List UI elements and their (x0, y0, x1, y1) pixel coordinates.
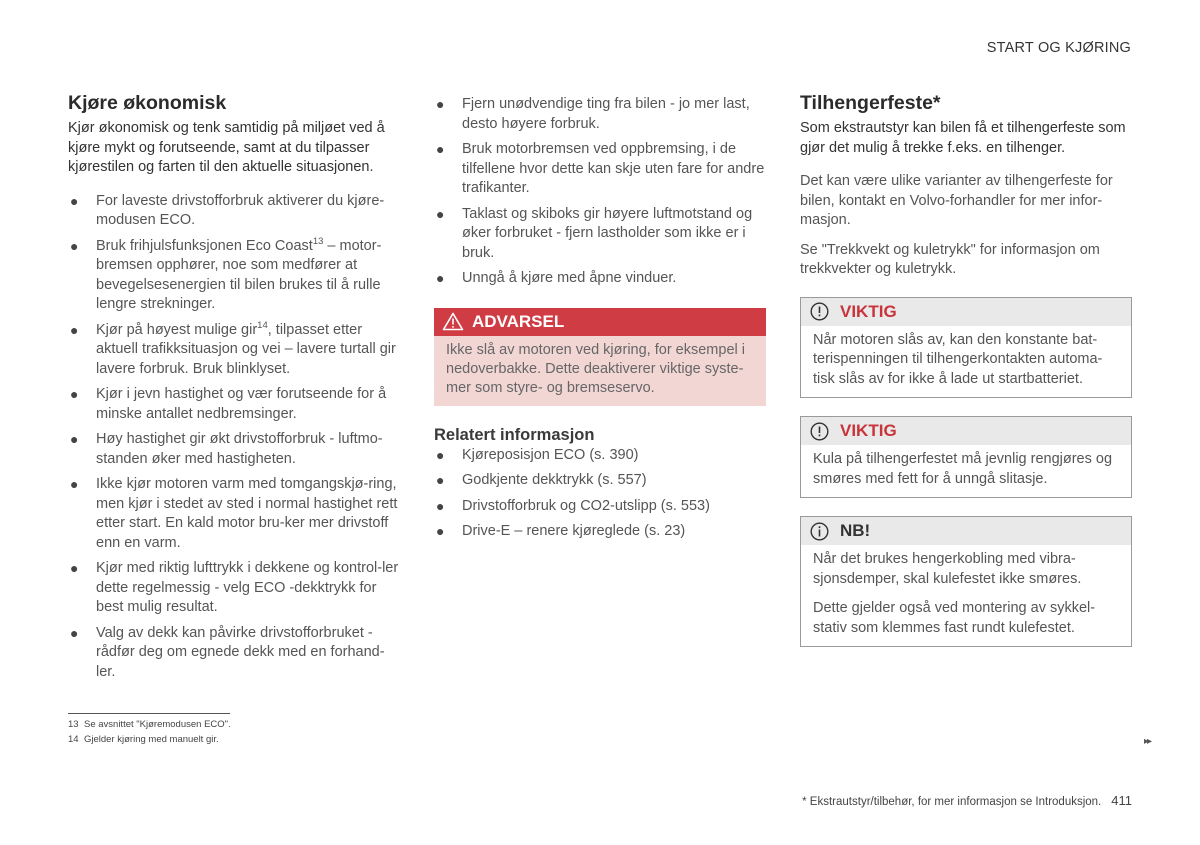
info-text: Når det brukes hengerkobling med vibra-sjonsdemper, skal kulefestet ikke smøres. Dette gjelder også ved montering av sykkel-stativ som klemmes fast rundt kulefestet. (813, 551, 1096, 636)
warning-header (434, 308, 766, 336)
list-item: ● Kjør på høyest mulige gir$^{14}$, tilpasset etter aktuell trafikksituasjon og vei – lavere turtall gir lavere forbruk. Bruk blinklyset. (70, 319, 396, 377)
related-link[interactable]: ● Godkjente dekktrykk (s. 557) (434, 471, 766, 491)
bullet-icon: ● (70, 237, 79, 254)
intro-text: Som ekstrautstyr kan bilen få et tilhengerfeste som gjør det mulig å trekke f.eks. en tilhenger. (800, 120, 1126, 156)
footnote: 14 Gjelder kjøring med manuelt gir. (68, 734, 219, 745)
warning-triangle-icon (442, 312, 464, 331)
intro-text: Kjør økonomisk og tenk samtidig på miljøet ved å kjøre mykt og forutseende, samt at du tilpasser kjørestilen og farten til den aktuelle situasjonen. (68, 120, 385, 175)
important-box (800, 416, 1132, 498)
list-item: ● Kjør i jevn hastighet og vær forutseende for å minske antallet nedbremsinger. (70, 386, 387, 422)
section-header: START OG KJØRING (986, 40, 1131, 56)
bullet-icon: ● (70, 624, 79, 641)
exclamation-circle-icon (810, 302, 829, 321)
bullet-icon: ● (70, 192, 79, 209)
warning-text: Ikke slå av motoren ved kjøring, for eksempel i nedoverbakke. Dette deaktiverer viktige syste-mer som styre- og bremseservo. (434, 336, 766, 406)
list-item: ● Valg av dekk kan påvirke drivstofforbruket - rådfør deg om egnede dekk med en forhand-ler. (70, 624, 385, 680)
column-economic-driving (68, 92, 402, 688)
info-box (800, 516, 1132, 647)
list-item: ● Kjør med riktig lufttrykk i dekkene og kontrol-ler dette regelmessig - velg ECO -dekktrykk for best mulig resultat. (70, 560, 399, 615)
bullet-icon: ● (436, 270, 445, 286)
bullet-icon: ● (70, 560, 79, 576)
footnote-ref: 13 (312, 235, 324, 247)
important-header (801, 298, 1131, 326)
bullet-icon: ● (436, 523, 445, 539)
important-header (801, 417, 1131, 445)
important-label: VIKTIG (840, 421, 897, 440)
list-item: ● Bruk frihjulsfunksjonen Eco Coast$^{13}$ – motor-bremsen opphører, noe som medfører at bevegelsesenergien til bilen brukes til å rulle lengre strekninger. (70, 235, 382, 312)
list-item: ● Bruk motorbremsen ved oppbremsing, i de tilfellene hvor dette kan skje uten fare for andre trafikanter. (436, 141, 765, 196)
list-item: ● Unngå å kjøre med åpne vinduer. (434, 269, 766, 289)
important-box (800, 297, 1132, 399)
bullet-icon: ● (70, 431, 79, 447)
important-text: Kula på tilhengerfestet må jevnlig rengjøres og smøres med fett for å unngå slitasje. (813, 451, 1113, 487)
footnote-divider (68, 713, 230, 714)
page-footer (802, 793, 1132, 808)
paragraph: Det kan være ulike varianter av tilhengerfeste for bilen, kontakt en Volvo-forhandler for mer infor-masjon. (800, 173, 1113, 228)
list-item: ● Høy hastighet gir økt drivstofforbruk - luftmo-standen øker med hastigheten. (70, 431, 383, 467)
info-label: NB! (840, 521, 871, 540)
list-item: ● For laveste drivstofforbruk aktiverer du kjøre-modusen ECO. (70, 192, 385, 228)
bullet-icon: ● (436, 205, 445, 222)
paragraph: Se "Trekkvekt og kuletrykk" for informasjon om trekkvekter og kuletrykk. (800, 241, 1100, 277)
related-link[interactable]: ● Drive-E – renere kjøreglede (s. 23) (434, 522, 766, 542)
important-text: Når motoren slås av, kan den konstante bat-terispenningen til tilhengerkontakten automa-tisk slås av for ikke å lade ut startbatteriet. (813, 331, 1103, 387)
footer-note: * Ekstrautstyr/tilbehør, for mer informasjon se Introduksjon. (802, 796, 1102, 808)
info-circle-icon (810, 522, 829, 541)
bullet-icon: ● (436, 96, 445, 112)
info-header (801, 517, 1131, 545)
warning-box (434, 308, 766, 406)
tips-list (68, 192, 402, 683)
bullet-icon: ● (70, 386, 79, 402)
related-list (434, 446, 766, 542)
related-title: Relatert informasjon (434, 425, 595, 444)
section-title: Kjøre økonomisk (68, 92, 227, 114)
bullet-icon: ● (436, 497, 445, 514)
footnote: 13 Se avsnittet "Kjøremodusen ECO". (68, 719, 231, 730)
important-label: VIKTIG (840, 301, 897, 321)
bullet-icon: ● (436, 472, 445, 488)
warning-label: ADVARSEL (472, 311, 565, 331)
bullet-icon: ● (70, 476, 79, 492)
column-tips-continued (434, 95, 766, 548)
column-tow-bar (800, 92, 1132, 665)
related-link[interactable]: ● Kjøreposisjon ECO (s. 390) (434, 446, 766, 466)
tips-list-continued (434, 95, 766, 289)
bullet-icon: ● (436, 446, 445, 463)
section-title: Tilhengerfeste* (800, 92, 941, 114)
bullet-icon: ● (436, 141, 445, 157)
list-item: ● Ikke kjør motoren varm med tomgangskjø-ring, men kjør i stedet av sted i normal hastighet rett etter start. En kald motor bru-ker mer drivstoff enn en varm. (70, 476, 398, 551)
list-item: ● Fjern unødvendige ting fra bilen - jo mer last, desto høyere forbruk. (436, 96, 750, 132)
page-number: 411 (1111, 793, 1132, 808)
related-link[interactable]: ● Drivstofforbruk og CO2-utslipp (s. 553) (434, 497, 766, 517)
bullet-icon: ● (70, 321, 79, 338)
continue-arrows-icon: ▸▸ (1143, 736, 1150, 747)
footnote-ref: 14 (257, 319, 268, 331)
list-item: ● Taklast og skiboks gir høyere luftmotstand og øker forbruket - fjern lastholder som ikke er i bruk. (436, 205, 753, 261)
exclamation-circle-icon (810, 422, 829, 441)
